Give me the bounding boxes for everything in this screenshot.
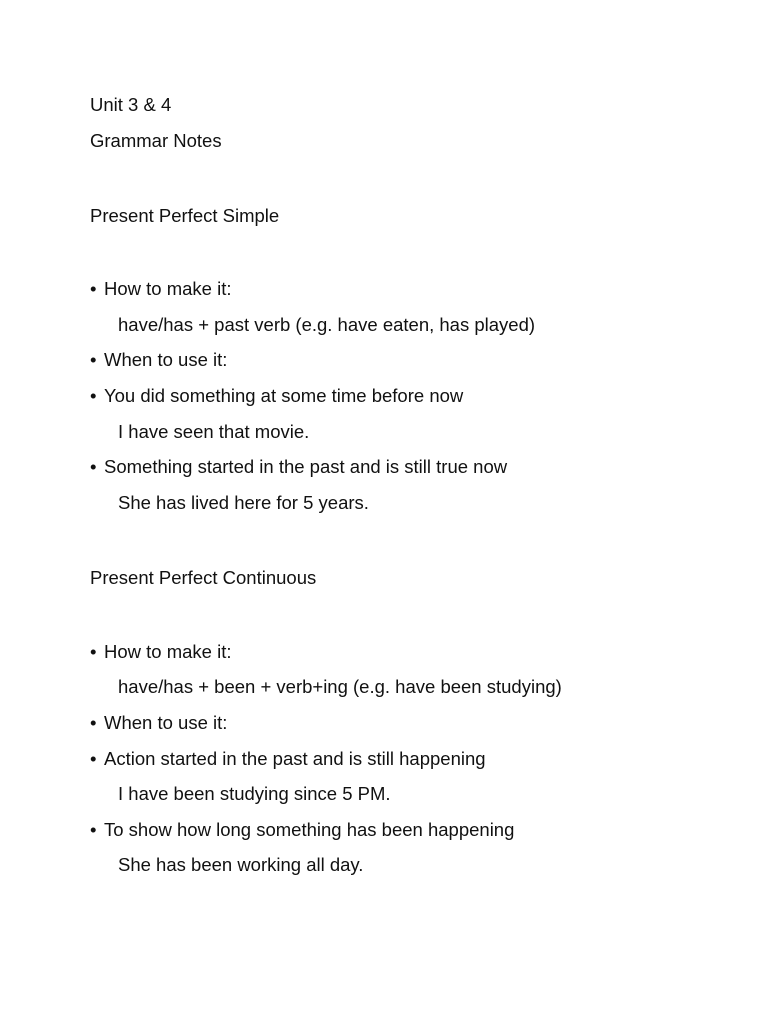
bullet-text: You did something at some time before now bbox=[104, 385, 464, 406]
bullet-icon: • bbox=[90, 456, 97, 477]
bullet-text: When to use it: bbox=[104, 349, 228, 370]
bullet-text: Action started in the past and is still happening bbox=[104, 748, 486, 769]
form-formula: have/has + been + verb+ing (e.g. have been studying) bbox=[118, 676, 562, 697]
bullet-text: Something started in the past and is still true now bbox=[104, 456, 508, 477]
bullet-when-to-use bbox=[90, 711, 227, 735]
bullet-icon: • bbox=[90, 819, 97, 840]
bullet-use-case bbox=[90, 747, 486, 771]
section-heading-present-perfect-simple: Present Perfect Simple bbox=[90, 205, 280, 226]
bullet-use-case bbox=[90, 818, 514, 842]
bullet-text: How to make it: bbox=[104, 641, 232, 662]
bullet-when-to-use bbox=[90, 348, 227, 372]
unit-label: Unit 3 & 4 bbox=[90, 94, 172, 115]
bullet-icon: • bbox=[90, 385, 97, 406]
bullet-how-to-make bbox=[90, 640, 232, 664]
bullet-icon: • bbox=[90, 641, 97, 662]
example-sentence: I have seen that movie. bbox=[118, 421, 310, 442]
bullet-icon: • bbox=[90, 712, 97, 733]
example-sentence: She has lived here for 5 years. bbox=[118, 492, 369, 513]
section-heading-present-perfect-continuous: Present Perfect Continuous bbox=[90, 567, 317, 588]
bullet-icon: • bbox=[90, 278, 97, 299]
page-title: Grammar Notes bbox=[90, 130, 222, 151]
bullet-how-to-make bbox=[90, 277, 232, 301]
bullet-text: How to make it: bbox=[104, 278, 232, 299]
example-sentence: I have been studying since 5 PM. bbox=[118, 783, 391, 804]
form-formula: have/has + past verb (e.g. have eaten, has played) bbox=[118, 314, 536, 335]
bullet-use-case bbox=[90, 384, 463, 408]
bullet-icon: • bbox=[90, 748, 97, 769]
example-sentence: She has been working all day. bbox=[118, 854, 364, 875]
bullet-text: When to use it: bbox=[104, 712, 228, 733]
bullet-text: To show how long something has been happening bbox=[104, 819, 515, 840]
bullet-icon: • bbox=[90, 349, 97, 370]
bullet-use-case bbox=[90, 455, 507, 479]
